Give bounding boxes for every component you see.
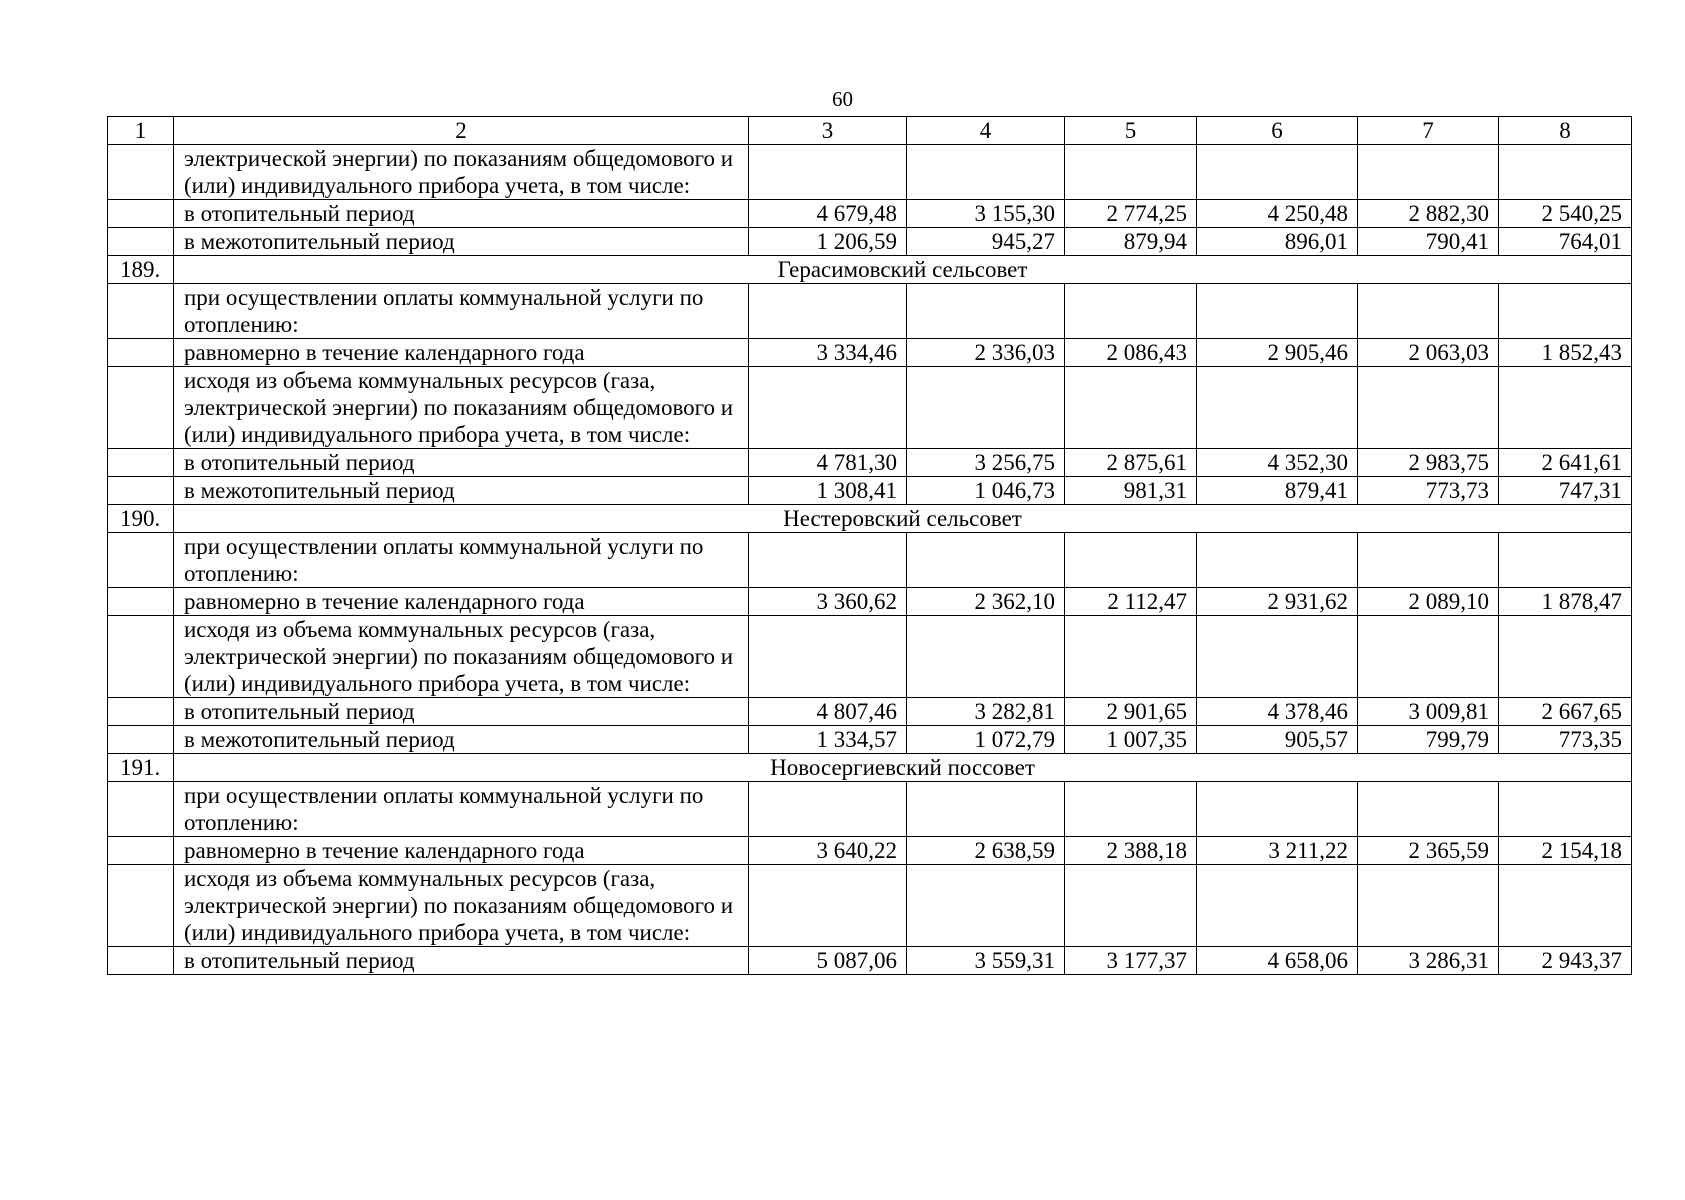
table-row [108, 228, 1632, 256]
value-cell: 1 046,73 [907, 477, 1065, 505]
column-header: 2 [174, 117, 749, 145]
value-cell: 2 086,43 [1065, 339, 1197, 367]
column-header: 7 [1358, 117, 1499, 145]
row-number [108, 782, 174, 837]
value-cell [1065, 533, 1197, 588]
value-cell: 3 256,75 [907, 449, 1065, 477]
row-number: 191. [108, 754, 174, 782]
value-cell [1197, 865, 1358, 947]
row-number [108, 449, 174, 477]
row-description: в межотопительный период [174, 726, 749, 754]
section-row [108, 256, 1632, 284]
value-cell: 2 774,25 [1065, 200, 1197, 228]
row-number [108, 588, 174, 616]
value-cell: 4 807,46 [749, 698, 907, 726]
table-row [108, 947, 1632, 975]
row-description: при осуществлении оплаты коммунальной услуги по отоплению: [174, 782, 749, 837]
row-number [108, 145, 174, 200]
column-number-header [108, 117, 1632, 145]
column-header: 5 [1065, 117, 1197, 145]
value-cell: 3 559,31 [907, 947, 1065, 975]
table-row [108, 200, 1632, 228]
value-cell: 879,41 [1197, 477, 1358, 505]
row-number [108, 698, 174, 726]
value-cell: 2 540,25 [1499, 200, 1632, 228]
value-cell [907, 865, 1065, 947]
value-cell: 1 334,57 [749, 726, 907, 754]
section-title: Нестеровский сельсовет [174, 505, 1632, 533]
value-cell [1358, 616, 1499, 698]
value-cell: 2 943,37 [1499, 947, 1632, 975]
value-cell: 773,73 [1358, 477, 1499, 505]
table-row [108, 588, 1632, 616]
value-cell [749, 616, 907, 698]
section-row [108, 505, 1632, 533]
value-cell: 4 378,46 [1197, 698, 1358, 726]
value-cell: 2 882,30 [1358, 200, 1499, 228]
row-description: в отопительный период [174, 947, 749, 975]
value-cell: 2 365,59 [1358, 837, 1499, 865]
value-cell: 905,57 [1197, 726, 1358, 754]
value-cell: 3 009,81 [1358, 698, 1499, 726]
row-number [108, 200, 174, 228]
value-cell: 2 905,46 [1197, 339, 1358, 367]
value-cell: 2 063,03 [1358, 339, 1499, 367]
value-cell: 4 781,30 [749, 449, 907, 477]
value-cell [907, 367, 1065, 449]
table-row [108, 616, 1632, 698]
value-cell [1499, 865, 1632, 947]
value-cell: 1 072,79 [907, 726, 1065, 754]
row-number [108, 284, 174, 339]
value-cell [1197, 533, 1358, 588]
value-cell: 879,94 [1065, 228, 1197, 256]
value-cell: 790,41 [1358, 228, 1499, 256]
value-cell: 2 112,47 [1065, 588, 1197, 616]
row-description: в межотопительный период [174, 477, 749, 505]
table-row [108, 339, 1632, 367]
value-cell [1358, 145, 1499, 200]
value-cell [1499, 782, 1632, 837]
value-cell: 1 852,43 [1499, 339, 1632, 367]
value-cell: 3 155,30 [907, 200, 1065, 228]
value-cell [1065, 865, 1197, 947]
value-cell: 2 388,18 [1065, 837, 1197, 865]
row-number [108, 228, 174, 256]
value-cell [749, 284, 907, 339]
row-number [108, 367, 174, 449]
row-description: при осуществлении оплаты коммунальной услуги по отоплению: [174, 284, 749, 339]
value-cell: 2 089,10 [1358, 588, 1499, 616]
table-row [108, 367, 1632, 449]
value-cell [749, 865, 907, 947]
row-number [108, 339, 174, 367]
value-cell: 2 875,61 [1065, 449, 1197, 477]
row-number [108, 726, 174, 754]
value-cell [1065, 616, 1197, 698]
value-cell: 3 640,22 [749, 837, 907, 865]
value-cell: 764,01 [1499, 228, 1632, 256]
value-cell: 2 983,75 [1358, 449, 1499, 477]
table-row [108, 837, 1632, 865]
section-title: Новосергиевский поссовет [174, 754, 1632, 782]
value-cell: 2 154,18 [1499, 837, 1632, 865]
row-description: при осуществлении оплаты коммунальной услуги по отоплению: [174, 533, 749, 588]
value-cell [1197, 782, 1358, 837]
row-description: в отопительный период [174, 449, 749, 477]
value-cell: 3 360,62 [749, 588, 907, 616]
value-cell: 4 679,48 [749, 200, 907, 228]
value-cell: 3 334,46 [749, 339, 907, 367]
value-cell [1197, 145, 1358, 200]
value-cell [1358, 533, 1499, 588]
value-cell [1065, 367, 1197, 449]
value-cell: 2 931,62 [1197, 588, 1358, 616]
column-header: 8 [1499, 117, 1632, 145]
row-description: исходя из объема коммунальных ресурсов (газа, электрической энергии) по показаниям общедомового и (или) индивидуального прибора учета, в том числе: [174, 865, 749, 947]
table-row [108, 449, 1632, 477]
row-description: равномерно в течение календарного года [174, 837, 749, 865]
value-cell [1499, 145, 1632, 200]
value-cell: 2 362,10 [907, 588, 1065, 616]
tariff-table [107, 116, 1632, 975]
row-description: исходя из объема коммунальных ресурсов (газа, электрической энергии) по показаниям общедомового и (или) индивидуального прибора учета, в том числе: [174, 616, 749, 698]
row-description: исходя из объема коммунальных ресурсов (газа, электрической энергии) по показаниям общедомового и (или) индивидуального прибора учета, в том числе: [174, 367, 749, 449]
value-cell: 4 250,48 [1197, 200, 1358, 228]
value-cell [907, 616, 1065, 698]
value-cell: 1 206,59 [749, 228, 907, 256]
value-cell [749, 367, 907, 449]
value-cell: 4 658,06 [1197, 947, 1358, 975]
value-cell: 773,35 [1499, 726, 1632, 754]
value-cell [1358, 284, 1499, 339]
row-description: электрической энергии) по показаниям общедомового и (или) индивидуального прибора учета, в том числе: [174, 145, 749, 200]
value-cell: 747,31 [1499, 477, 1632, 505]
table-row [108, 698, 1632, 726]
table-row [108, 782, 1632, 837]
value-cell [907, 782, 1065, 837]
value-cell: 1 308,41 [749, 477, 907, 505]
value-cell [1197, 284, 1358, 339]
value-cell: 1 878,47 [1499, 588, 1632, 616]
value-cell [907, 284, 1065, 339]
column-header: 3 [749, 117, 907, 145]
row-description: равномерно в течение календарного года [174, 588, 749, 616]
value-cell: 799,79 [1358, 726, 1499, 754]
value-cell [1065, 145, 1197, 200]
table-row [108, 865, 1632, 947]
table-row [108, 477, 1632, 505]
value-cell [1197, 367, 1358, 449]
value-cell: 896,01 [1197, 228, 1358, 256]
value-cell: 2 901,65 [1065, 698, 1197, 726]
section-row [108, 754, 1632, 782]
value-cell: 3 211,22 [1197, 837, 1358, 865]
section-title: Герасимовский сельсовет [174, 256, 1632, 284]
table-body [108, 117, 1632, 975]
value-cell [1065, 782, 1197, 837]
value-cell: 3 286,31 [1358, 947, 1499, 975]
value-cell [1499, 616, 1632, 698]
value-cell: 1 007,35 [1065, 726, 1197, 754]
column-header: 1 [108, 117, 174, 145]
value-cell: 5 087,06 [749, 947, 907, 975]
value-cell: 4 352,30 [1197, 449, 1358, 477]
row-number [108, 616, 174, 698]
row-number [108, 477, 174, 505]
value-cell: 3 282,81 [907, 698, 1065, 726]
value-cell [749, 782, 907, 837]
value-cell [1499, 533, 1632, 588]
value-cell [1197, 616, 1358, 698]
value-cell [1065, 284, 1197, 339]
value-cell [1499, 367, 1632, 449]
column-header: 4 [907, 117, 1065, 145]
table-row [108, 145, 1632, 200]
value-cell: 2 641,61 [1499, 449, 1632, 477]
column-header: 6 [1197, 117, 1358, 145]
row-number [108, 837, 174, 865]
value-cell [907, 145, 1065, 200]
value-cell: 2 336,03 [907, 339, 1065, 367]
value-cell [1358, 865, 1499, 947]
row-number: 189. [108, 256, 174, 284]
value-cell [1499, 284, 1632, 339]
row-description: равномерно в течение календарного года [174, 339, 749, 367]
row-description: в отопительный период [174, 200, 749, 228]
row-number: 190. [108, 505, 174, 533]
value-cell [749, 533, 907, 588]
table-row [108, 284, 1632, 339]
row-description: в межотопительный период [174, 228, 749, 256]
value-cell: 945,27 [907, 228, 1065, 256]
row-description: в отопительный период [174, 698, 749, 726]
value-cell: 981,31 [1065, 477, 1197, 505]
row-number [108, 533, 174, 588]
value-cell [907, 533, 1065, 588]
value-cell [749, 145, 907, 200]
value-cell: 2 638,59 [907, 837, 1065, 865]
row-number [108, 947, 174, 975]
table-row [108, 726, 1632, 754]
value-cell [1358, 367, 1499, 449]
page-number: 60 [832, 87, 853, 111]
table-row [108, 533, 1632, 588]
value-cell: 3 177,37 [1065, 947, 1197, 975]
value-cell: 2 667,65 [1499, 698, 1632, 726]
value-cell [1358, 782, 1499, 837]
row-number [108, 865, 174, 947]
